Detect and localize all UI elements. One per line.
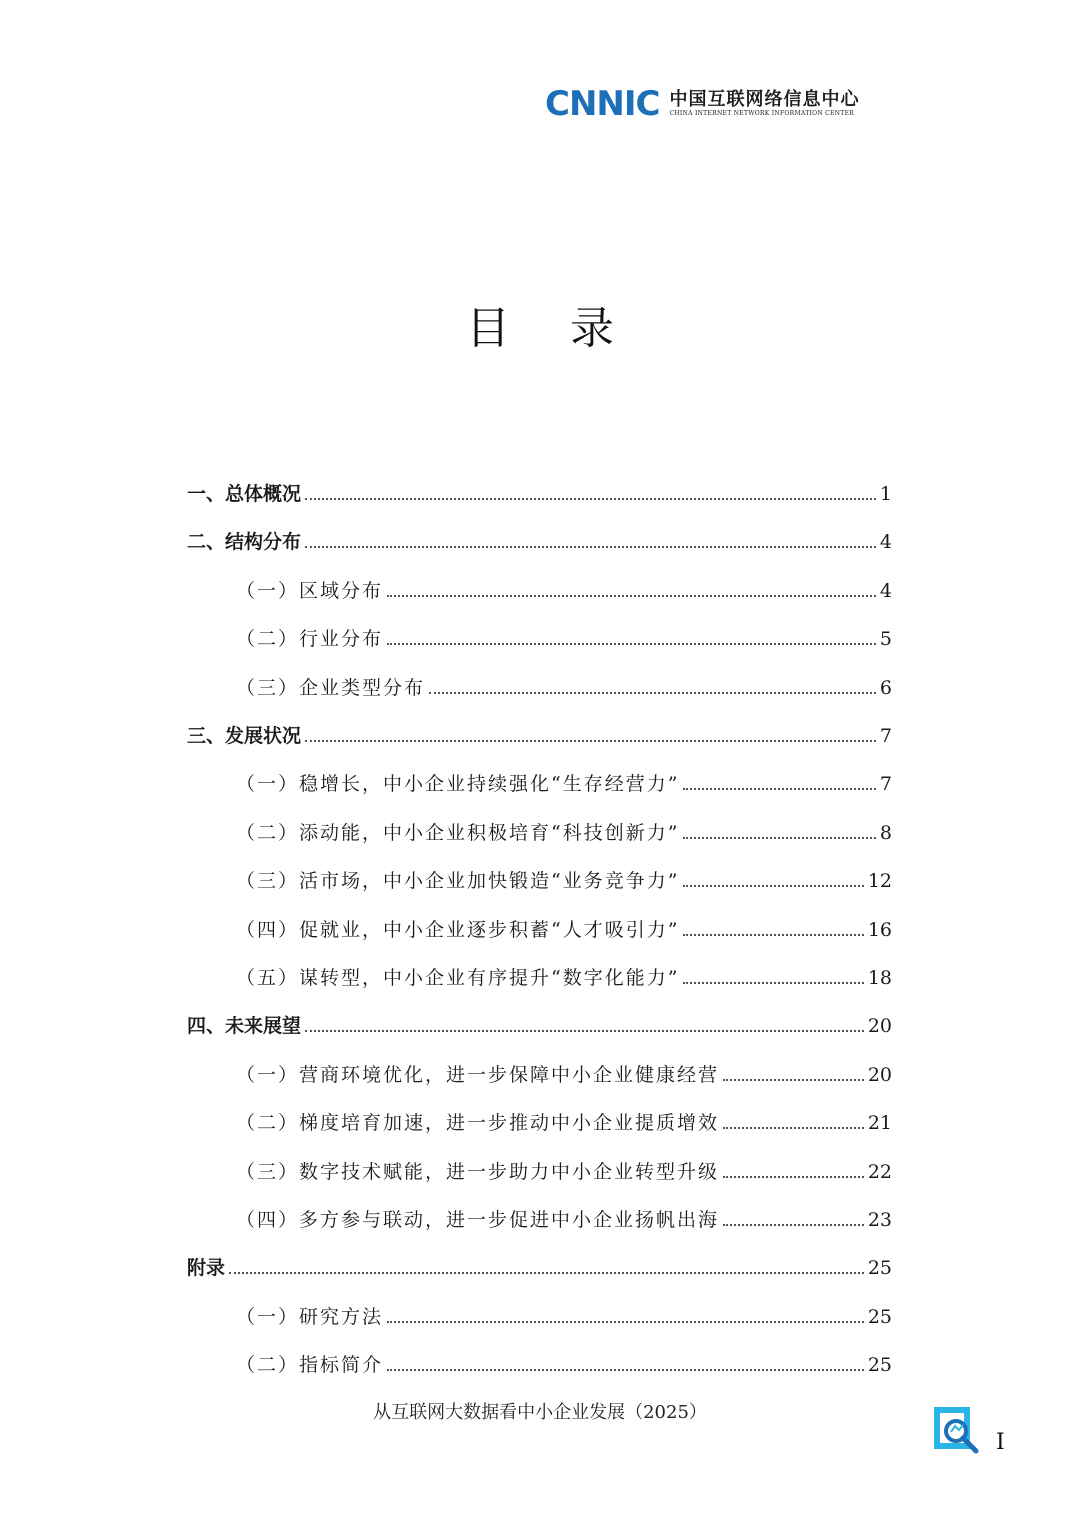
toc-entry[interactable] <box>236 611 892 651</box>
toc-entry[interactable] <box>236 950 892 990</box>
toc-leader-dots <box>683 837 875 839</box>
toc-entry-page: 7 <box>879 773 892 796</box>
logo-mark: CNNIC <box>545 84 660 124</box>
toc-entry[interactable] <box>187 708 892 748</box>
toc-entry-label: （一）营商环境优化，进一步保障中小企业健康经营 <box>236 1063 720 1086</box>
toc-leader-dots <box>723 1224 864 1226</box>
toc-entry[interactable] <box>236 756 892 796</box>
toc-leader-dots <box>683 788 875 790</box>
toc-entry-label: （二）梯度培育加速，进一步推动中小企业提质增效 <box>236 1112 720 1135</box>
toc-entry[interactable] <box>187 514 892 554</box>
toc-leader-dots <box>429 692 876 694</box>
toc-entry[interactable] <box>236 563 892 603</box>
toc-entry-label: 四、未来展望 <box>187 1015 302 1038</box>
toc-entry-page: 22 <box>867 1160 892 1183</box>
toc-entry[interactable] <box>236 1192 892 1232</box>
toc-entry-label: （四）多方参与联动，进一步促进中小企业扬帆出海 <box>236 1209 720 1231</box>
page-number: I <box>996 1430 1005 1455</box>
toc-entry-label: 一、总体概况 <box>187 483 302 505</box>
toc-entry-label: （一）区域分布 <box>236 579 384 602</box>
toc-entry-page: 25 <box>867 1257 892 1280</box>
toc-entry-page: 4 <box>879 531 892 554</box>
toc-entry-page: 20 <box>867 1063 892 1086</box>
toc-leader-dots <box>305 1030 864 1032</box>
org-name-en: CHINA INTERNET NETWORK INFORMATION CENTER <box>669 110 855 117</box>
toc-entry-page: 6 <box>879 676 892 699</box>
org-name-cn: 中国互联网络信息中心 <box>669 89 860 110</box>
toc-entry-page: 20 <box>867 1015 892 1038</box>
toc-entry[interactable] <box>236 660 892 700</box>
toc-entry-page: 4 <box>879 579 892 602</box>
toc-entry[interactable] <box>236 1289 892 1329</box>
toc-entry-page: 23 <box>867 1209 892 1231</box>
toc-entry-label: （三）企业类型分布 <box>236 676 426 699</box>
toc-entry-page: 21 <box>867 1112 892 1135</box>
toc-entry-label: 附录 <box>187 1257 226 1280</box>
toc-entry[interactable] <box>236 902 892 942</box>
toc-entry-page: 12 <box>867 870 892 893</box>
toc-entry-page: 25 <box>867 1354 892 1377</box>
magnifier-report-icon <box>932 1405 980 1455</box>
toc-entry-label: 三、发展状况 <box>187 725 302 747</box>
toc-entry-label: （一）研究方法 <box>236 1305 384 1328</box>
toc-entry-label: （五）谋转型，中小企业有序提升“数字化能力” <box>236 967 680 989</box>
cnnic-logo <box>545 84 895 124</box>
toc-entry[interactable] <box>187 998 892 1038</box>
logo-text <box>669 90 859 118</box>
toc-entry[interactable] <box>187 1240 892 1280</box>
toc-entry-page: 1 <box>879 483 892 505</box>
toc-entry[interactable] <box>236 1144 892 1184</box>
toc-leader-dots <box>229 1272 864 1274</box>
toc-leader-dots <box>683 885 863 887</box>
toc-entry[interactable] <box>236 853 892 893</box>
toc-entry-page: 7 <box>879 725 892 747</box>
toc-entry-label: 二、结构分布 <box>187 531 302 554</box>
toc-leader-dots <box>683 934 863 936</box>
toc-entry[interactable] <box>187 466 892 506</box>
toc-leader-dots <box>387 595 876 597</box>
page-title: 目录 <box>466 303 674 354</box>
toc-leader-dots <box>387 1321 864 1323</box>
toc-entry-page: 8 <box>879 821 892 844</box>
toc-leader-dots <box>683 982 863 984</box>
toc-entry-label: （四）促就业，中小企业逐步积蓄“人才吸引力” <box>236 918 680 941</box>
toc-entry-label: （二）行业分布 <box>236 628 384 651</box>
toc-entry[interactable] <box>236 1337 892 1377</box>
toc-entry-page: 18 <box>867 967 892 989</box>
toc-leader-dots <box>387 643 876 645</box>
toc-leader-dots <box>305 546 876 548</box>
toc-entry[interactable] <box>236 805 892 845</box>
footer-title: 从互联网大数据看中小企业发展（2025） <box>373 1402 707 1423</box>
toc-entry-page: 25 <box>867 1305 892 1328</box>
toc-leader-dots <box>305 498 876 500</box>
toc-entry-label: （二）指标简介 <box>236 1354 384 1377</box>
toc-entry-page: 16 <box>867 918 892 941</box>
toc-entry-page: 5 <box>879 628 892 651</box>
toc-entry[interactable] <box>236 1047 892 1087</box>
toc-entry-label: （二）添动能，中小企业积极培育“科技创新力” <box>236 821 680 844</box>
toc-entry-label: （一）稳增长，中小企业持续强化“生存经营力” <box>236 773 680 796</box>
toc-leader-dots <box>723 1127 864 1129</box>
toc-entry[interactable] <box>236 1095 892 1135</box>
toc-entry-label: （三）活市场，中小企业加快锻造“业务竞争力” <box>236 870 680 893</box>
toc-leader-dots <box>723 1176 864 1178</box>
toc-leader-dots <box>305 740 876 742</box>
toc-leader-dots <box>723 1079 864 1081</box>
toc-entry-label: （三）数字技术赋能，进一步助力中小企业转型升级 <box>236 1160 720 1183</box>
toc-leader-dots <box>387 1369 864 1371</box>
